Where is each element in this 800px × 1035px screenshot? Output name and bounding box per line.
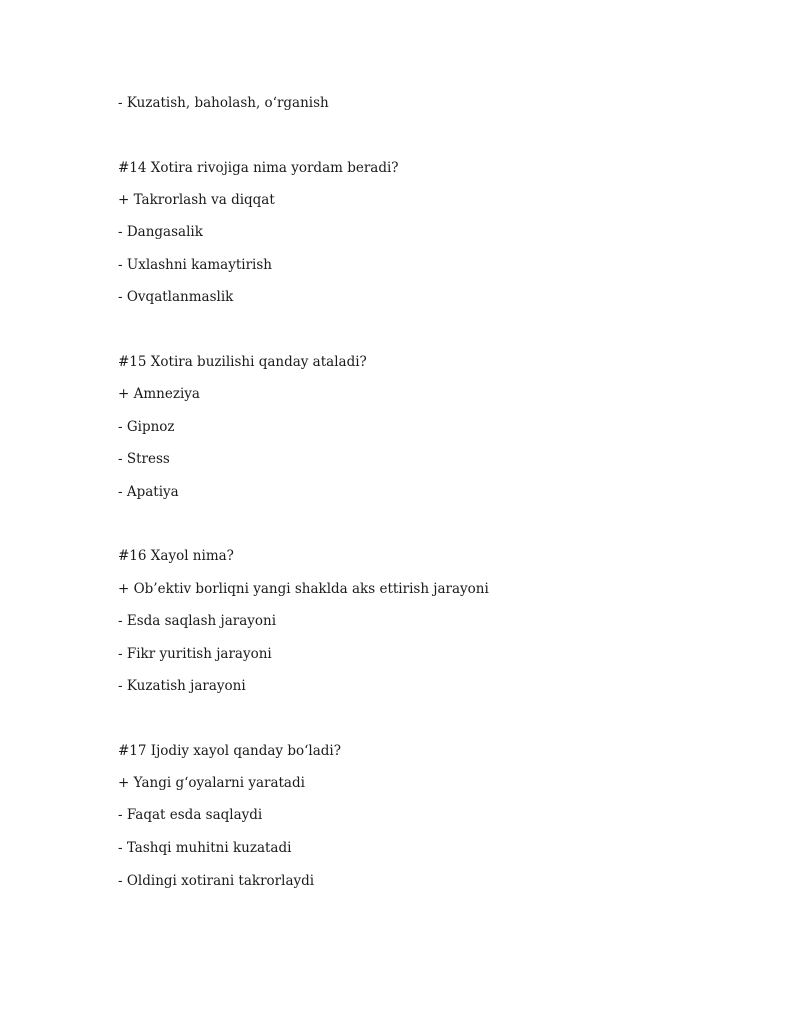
answer-option: - Fikr yuritish jarayoni bbox=[118, 646, 272, 662]
answer-option: - Oldingi xotirani takrorlaydi bbox=[118, 873, 315, 889]
answer-option: - Gipnoz bbox=[118, 419, 175, 435]
answer-option: - Stress bbox=[118, 451, 170, 467]
answer-option: - Kuzatish, baholash, o‘rganish bbox=[118, 95, 329, 111]
correct-answer: + Ob’ektiv borliqni yangi shaklda aks ettirish jarayoni bbox=[118, 581, 489, 597]
answer-option: - Kuzatish jarayoni bbox=[118, 678, 246, 694]
answer-option: - Tashqi muhitni kuzatadi bbox=[118, 840, 292, 856]
question-15: #15 Xotira buzilishi qanday ataladi? bbox=[118, 354, 367, 370]
answer-option: - Ovqatlanmaslik bbox=[118, 289, 234, 305]
question-14: #14 Xotira rivojiga nima yordam beradi? bbox=[118, 160, 399, 176]
answer-option: - Faqat esda saqlaydi bbox=[118, 807, 263, 823]
answer-option: - Uxlashni kamaytirish bbox=[118, 257, 272, 273]
answer-option: - Esda saqlash jarayoni bbox=[118, 613, 277, 629]
correct-answer: + Yangi g‘oyalarni yaratadi bbox=[118, 775, 305, 791]
correct-answer: + Takrorlash va diqqat bbox=[118, 192, 275, 208]
question-16: #16 Xayol nima? bbox=[118, 548, 234, 564]
answer-option: - Apatiya bbox=[118, 484, 179, 500]
question-17: #17 Ijodiy xayol qanday bo‘ladi? bbox=[118, 743, 341, 759]
correct-answer: + Amneziya bbox=[118, 386, 200, 402]
answer-option: - Dangasalik bbox=[118, 224, 203, 240]
